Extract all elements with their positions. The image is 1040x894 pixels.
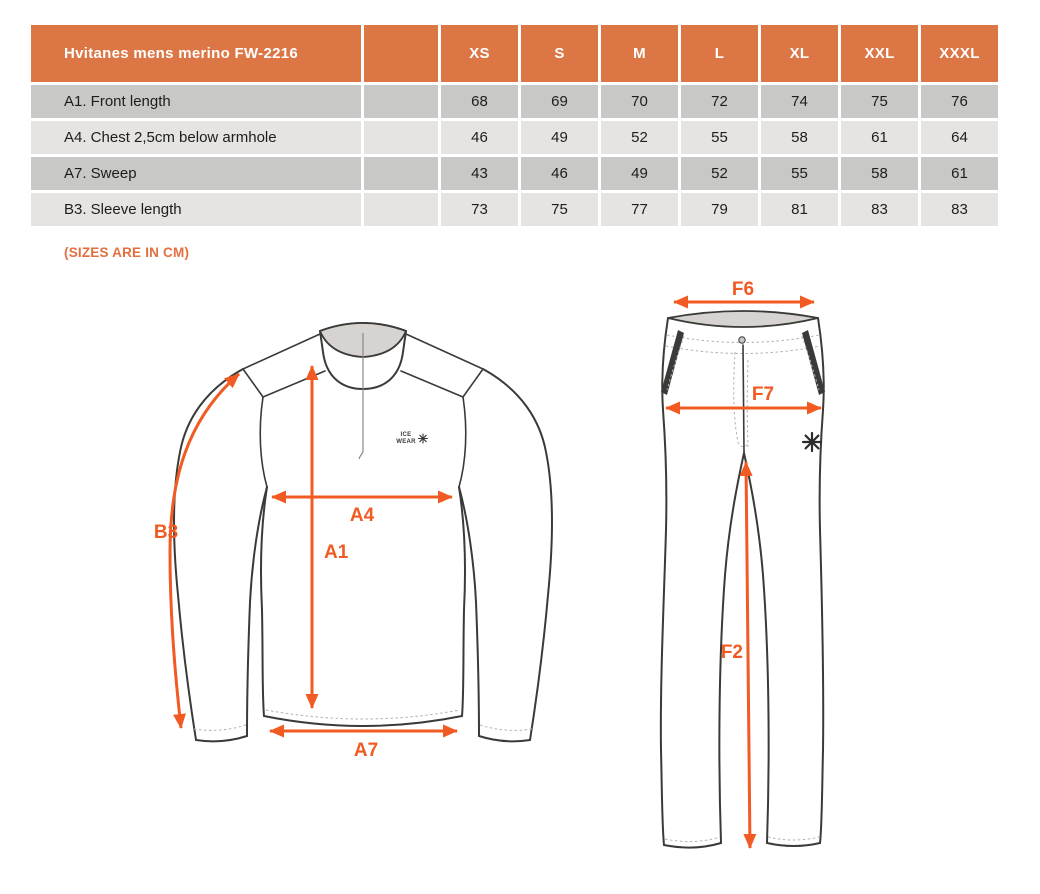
label-a7: A7 xyxy=(353,740,379,761)
header-spacer-cell xyxy=(364,25,438,82)
left-leg-hem-stitch xyxy=(665,837,720,842)
label-a4: A4 xyxy=(349,505,375,526)
left-leg-hem xyxy=(664,843,721,848)
cell-value: 83 xyxy=(841,193,918,226)
cell-value: 46 xyxy=(441,121,518,154)
cell-value: 46 xyxy=(521,157,598,190)
cell-value: 64 xyxy=(921,121,998,154)
size-header-xxxl: XXXL xyxy=(921,25,998,82)
size-header-xxl: XXL xyxy=(841,25,918,82)
product-title: Hvitanes mens merino FW-2216 xyxy=(31,25,361,82)
table-row xyxy=(31,157,998,190)
cell-value: 74 xyxy=(761,85,838,118)
sizes-in-cm-note: (SIZES ARE IN CM) xyxy=(64,245,190,260)
cell-value: 58 xyxy=(841,157,918,190)
pants-snowflake-icon xyxy=(803,433,821,451)
waistband-top xyxy=(668,311,818,327)
arrow-f2 xyxy=(746,462,750,848)
cell-value: 79 xyxy=(681,193,758,226)
cell-value: 55 xyxy=(681,121,758,154)
right-leg-hem-stitch xyxy=(768,837,819,840)
size-header-s: S xyxy=(521,25,598,82)
icewear-logo xyxy=(396,432,427,445)
zipper-pull xyxy=(359,452,363,459)
right-shoulder-panel xyxy=(401,334,483,397)
cell-value: 52 xyxy=(601,121,678,154)
torso-left-side xyxy=(261,487,267,716)
right-sleeve-outer xyxy=(483,369,552,740)
cell-value: 55 xyxy=(761,157,838,190)
table-row xyxy=(31,85,998,118)
left-armhole-seam xyxy=(260,397,267,487)
size-table xyxy=(28,22,1001,229)
cell-value: 49 xyxy=(601,157,678,190)
cell-value: 61 xyxy=(841,121,918,154)
cell-value: 72 xyxy=(681,85,758,118)
cell-value: 61 xyxy=(921,157,998,190)
shirt-measurement-diagram xyxy=(140,295,610,785)
torso-right-side xyxy=(459,487,465,716)
cell-value: 81 xyxy=(761,193,838,226)
label-a1: A1 xyxy=(324,542,349,563)
pants-measurement-diagram xyxy=(635,275,860,880)
size-header-l: L xyxy=(681,25,758,82)
right-leg-outer xyxy=(818,318,824,843)
label-f6: F6 xyxy=(731,279,755,300)
row-spacer-cell xyxy=(364,121,438,154)
label-f2: F2 xyxy=(720,642,743,663)
cell-value: 52 xyxy=(681,157,758,190)
cell-value: 75 xyxy=(521,193,598,226)
row-label: A7. Sweep xyxy=(31,157,361,190)
cell-value: 70 xyxy=(601,85,678,118)
row-label: A4. Chest 2,5cm below armhole xyxy=(31,121,361,154)
center-front-seam xyxy=(743,345,744,452)
cell-value: 75 xyxy=(841,85,918,118)
cell-value: 83 xyxy=(921,193,998,226)
fly-stitching-2 xyxy=(747,360,748,447)
left-leg-outer xyxy=(661,318,668,845)
left-cuff-stitching xyxy=(194,725,246,730)
row-label: B3. Sleeve length xyxy=(31,193,361,226)
right-cuff-stitching xyxy=(480,725,532,730)
cell-value: 73 xyxy=(441,193,518,226)
fly-stitching xyxy=(734,352,748,447)
label-b3: B3 xyxy=(153,522,179,543)
row-spacer-cell xyxy=(364,157,438,190)
cell-value: 49 xyxy=(521,121,598,154)
cell-value: 43 xyxy=(441,157,518,190)
waist-button xyxy=(739,337,745,343)
cell-value: 68 xyxy=(441,85,518,118)
cell-value: 77 xyxy=(601,193,678,226)
table-row xyxy=(31,121,998,154)
label-f7: F7 xyxy=(751,384,775,405)
size-header-m: M xyxy=(601,25,678,82)
right-leg-hem xyxy=(767,843,820,846)
row-label: A1. Front length xyxy=(31,85,361,118)
hem-stitching xyxy=(266,710,460,719)
logo-text-line2: WEAR xyxy=(396,439,416,445)
table-header-row xyxy=(31,25,998,82)
left-sleeve-outer xyxy=(174,369,243,740)
table-row xyxy=(31,193,998,226)
logo-text-line1: ICE xyxy=(400,432,412,438)
left-cuff-edge xyxy=(196,736,247,741)
row-spacer-cell xyxy=(364,85,438,118)
cell-value: 58 xyxy=(761,121,838,154)
size-header-xl: XL xyxy=(761,25,838,82)
hem-edge xyxy=(264,716,462,726)
size-header-xs: XS xyxy=(441,25,518,82)
arrow-b3 xyxy=(170,374,239,728)
row-spacer-cell xyxy=(364,193,438,226)
right-cuff-edge xyxy=(479,736,530,741)
right-armhole-seam xyxy=(459,397,466,487)
cell-value: 76 xyxy=(921,85,998,118)
cell-value: 69 xyxy=(521,85,598,118)
logo-snowflake-icon xyxy=(419,434,428,443)
